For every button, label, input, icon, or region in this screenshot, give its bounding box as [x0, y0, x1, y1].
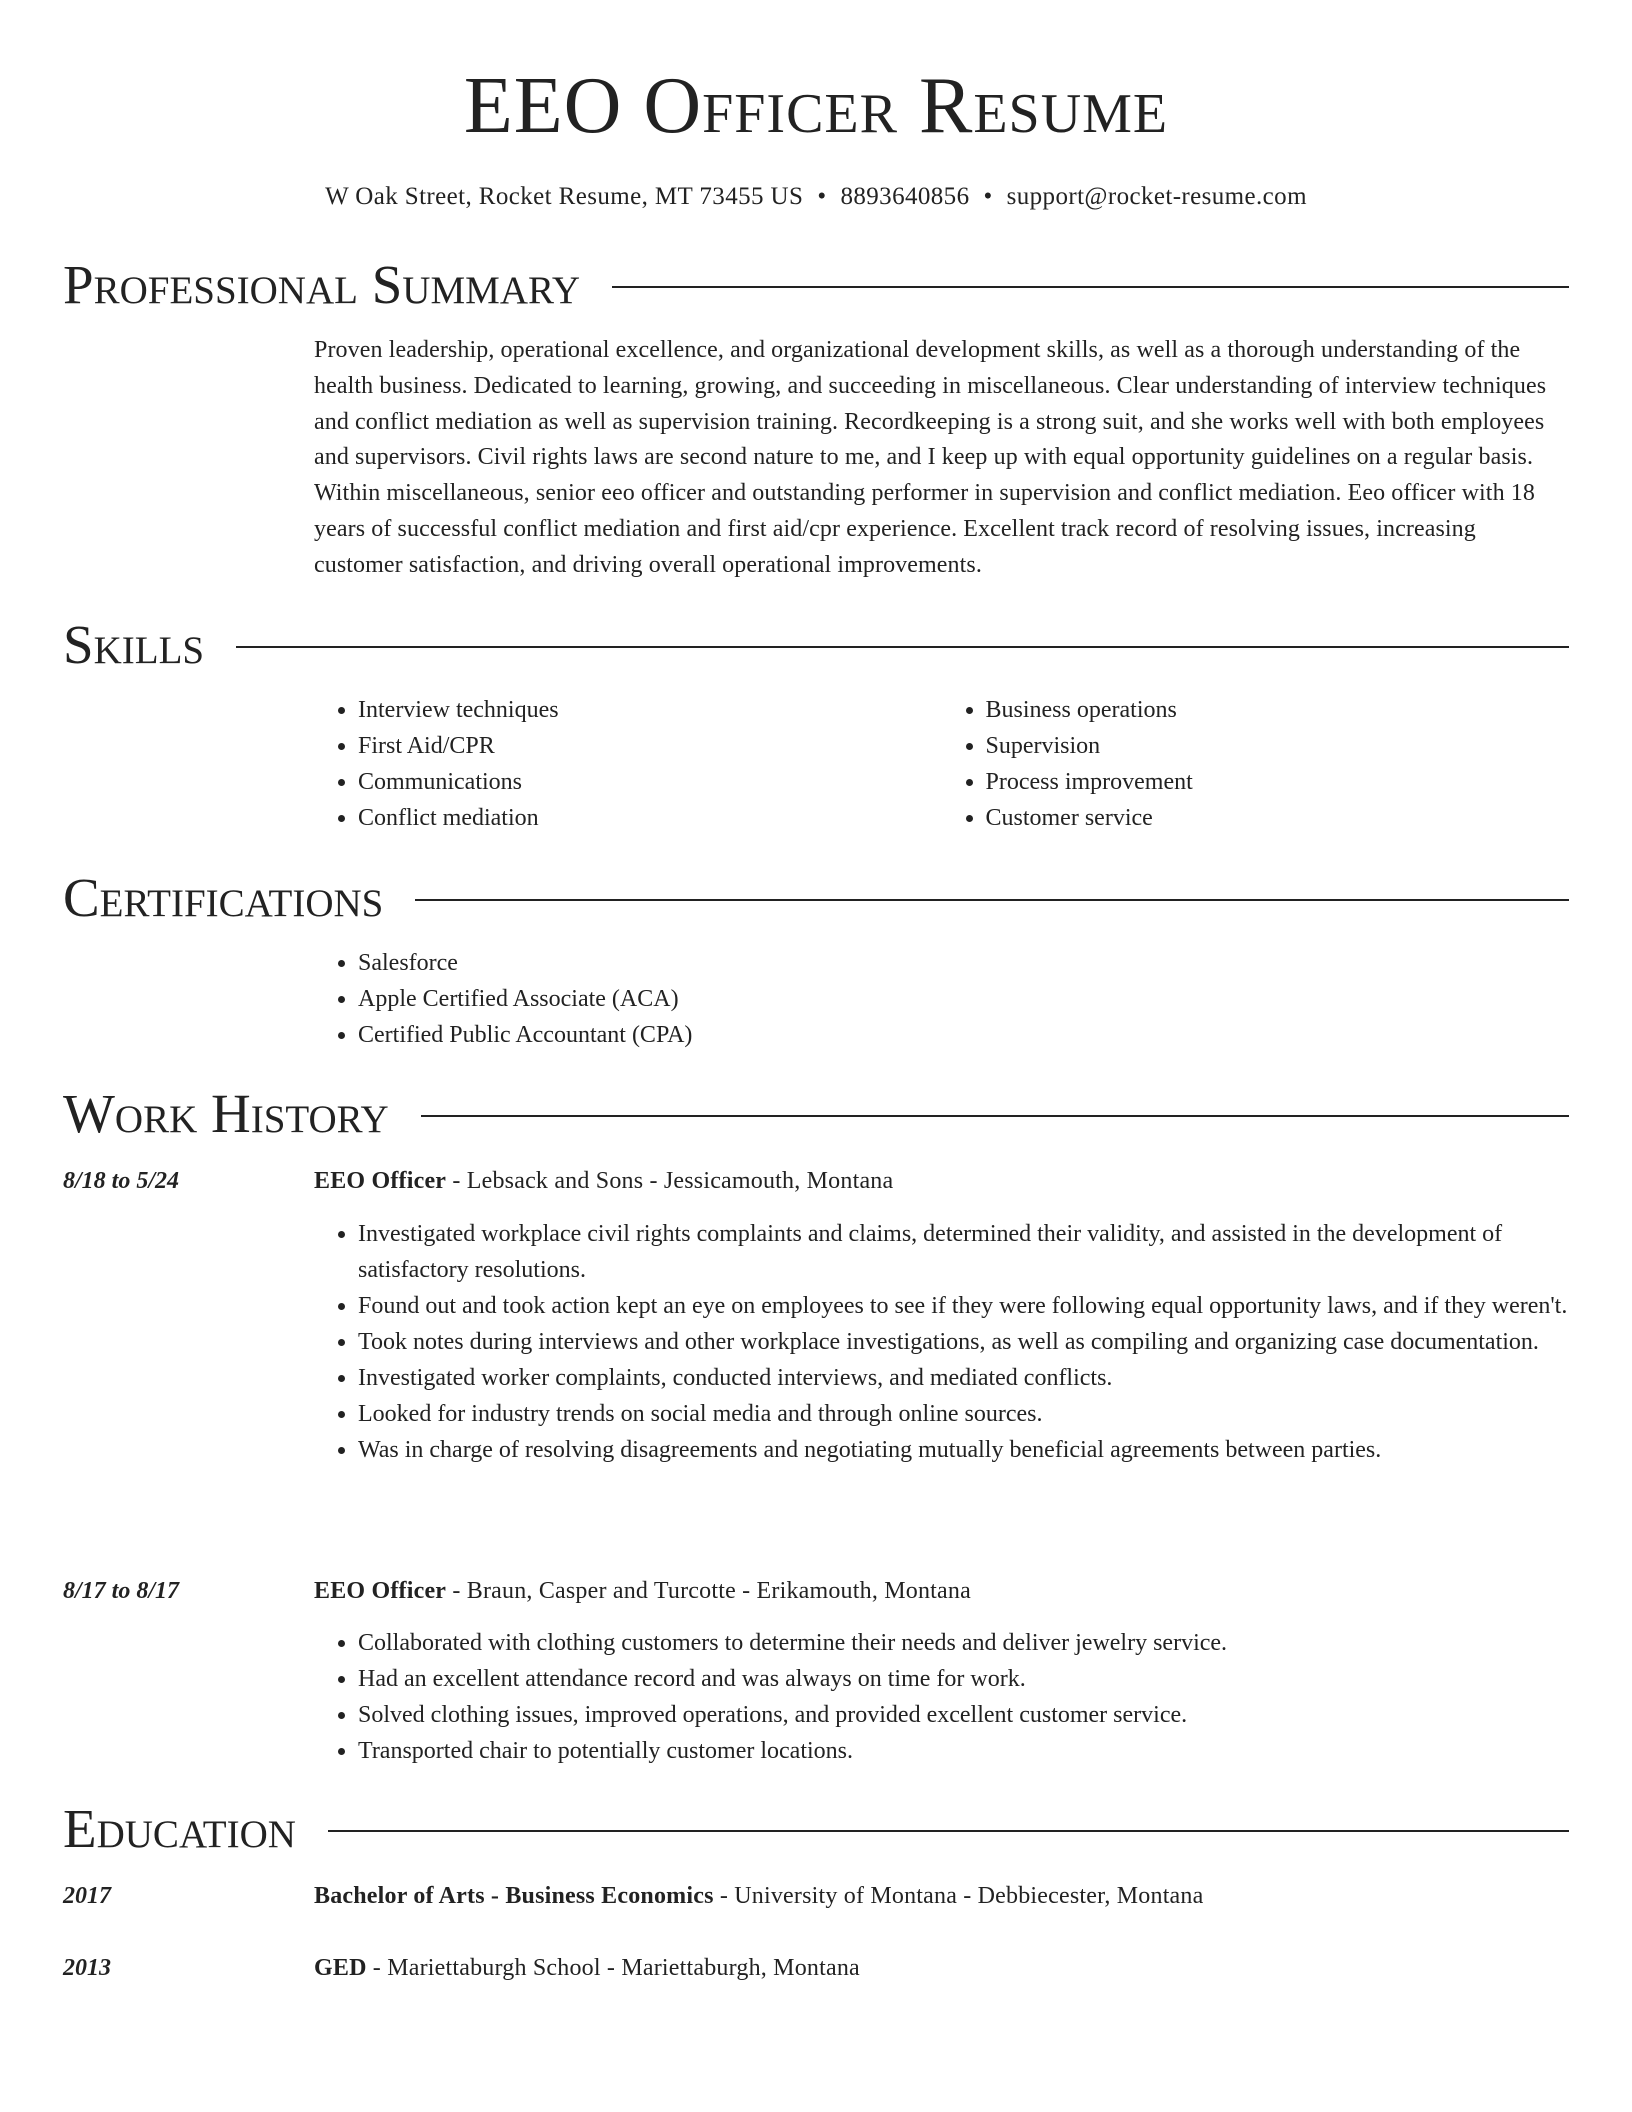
education-school: - Mariettaburgh School - Mariettaburgh, Montana: [366, 1955, 860, 1981]
contact-separator: •: [817, 183, 827, 210]
skill-item: • Conflict mediation: [358, 800, 942, 836]
certification-item: • Salesforce: [358, 945, 1569, 981]
section-divider: [236, 646, 1569, 648]
job-dates: 8/17 to 8/17: [63, 1578, 180, 1604]
job-bullet: • Looked for industry trends on social media and through online sources.: [358, 1396, 1569, 1432]
job-bullets: [314, 1625, 1569, 1769]
skill-item: • Interview techniques: [358, 692, 942, 728]
skill-item: • Process improvement: [986, 764, 1570, 800]
education-year: 2013: [63, 1955, 111, 1981]
skill-item: • Customer service: [986, 800, 1570, 836]
section-title: Skills: [63, 614, 205, 675]
skills-section-heading: [63, 613, 1569, 677]
summary-text: Proven leadership, operational excellence, and organizational development skills, as well as a thorough understanding of the health business. Dedicated to learning, growing, and succeeding in miscellaneous. Clear understanding of interview techniques and conflict mediation as well as supervision training. Recordkeeping is a strong suit, and she works well with both employees and supervisors. Civil rights laws are second nature to me, and I keep up with equal opportunity guidelines on a regular basis. Within miscellaneous, senior eeo officer and outstanding performer in supervision and conflict mediation. Eeo officer with 18 years of successful conflict mediation and first aid/cpr experience. Excellent track record of resolving issues, increasing customer satisfaction, and driving overall operational improvements.: [314, 337, 1547, 578]
job-employer: - Braun, Casper and Turcotte - Erikamouth, Montana: [446, 1578, 971, 1604]
education-year: 2017: [63, 1883, 111, 1909]
section-title: Certifications: [63, 867, 384, 928]
certification-item: • Apple Certified Associate (ACA): [358, 981, 1569, 1017]
job-bullet: • Investigated workplace civil rights complaints and claims, determined their validity, and assisted in the development of satisfactory resolutions.: [358, 1216, 1569, 1288]
job-bullet: • Found out and took action kept an eye on employees to see if they were following equal opportunity laws, and if they weren't.: [358, 1288, 1569, 1324]
section-title: Work History: [63, 1083, 389, 1144]
skill-item: • Communications: [358, 764, 942, 800]
job-bullet: • Took notes during interviews and other workplace investigations, as well as compiling and organizing case documentation.: [358, 1324, 1569, 1360]
summary-section-heading: [63, 253, 1569, 317]
education-entry: [314, 1878, 1569, 1914]
job-bullet: • Investigated worker complaints, conducted interviews, and mediated conflicts.: [358, 1360, 1569, 1396]
job-title: EEO Officer: [314, 1578, 447, 1604]
job-heading: [314, 1573, 1569, 1609]
job-bullet: • Was in charge of resolving disagreements and negotiating mutually beneficial agreements between parties.: [358, 1432, 1569, 1468]
contact-address: W Oak Street, Rocket Resume, MT 73455 US: [325, 183, 804, 210]
job-bullets: [314, 1216, 1569, 1468]
skill-item: • Business operations: [986, 692, 1570, 728]
job-bullet: • Transported chair to potentially customer locations.: [358, 1733, 1569, 1769]
skills-column-right: [942, 692, 1570, 836]
section-divider: [612, 286, 1569, 288]
contact-phone: 8893640856: [840, 183, 970, 210]
resume-title: EEO Officer Resume: [463, 62, 1169, 150]
section-divider: [415, 899, 1569, 901]
skills-list: [314, 692, 1569, 836]
education-entry: [314, 1950, 1569, 1986]
certifications-list: [314, 945, 1569, 1053]
section-title: Professional Summary: [63, 254, 581, 315]
job-entry: [314, 1573, 1569, 1769]
job-dates: 8/18 to 5/24: [63, 1168, 180, 1194]
skill-item: • First Aid/CPR: [358, 728, 942, 764]
education-section-heading: [63, 1797, 1569, 1861]
job-entry: [314, 1163, 1569, 1468]
education-degree: GED: [314, 1955, 367, 1981]
section-divider: [421, 1115, 1569, 1117]
certifications-section-heading: [63, 866, 1569, 930]
skills-column-left: [314, 692, 942, 836]
certification-item: • Certified Public Accountant (CPA): [358, 1017, 1569, 1053]
job-heading: [314, 1163, 1569, 1199]
job-title: EEO Officer: [314, 1168, 447, 1194]
education-degree: Bachelor of Arts - Business Economics: [314, 1883, 714, 1909]
education-school: - University of Montana - Debbiecester, Montana: [713, 1883, 1204, 1909]
job-employer: - Lebsack and Sons - Jessicamouth, Montana: [446, 1168, 894, 1194]
section-title: Education: [63, 1798, 296, 1859]
contact-email[interactable]: support@rocket-resume.com: [1006, 183, 1307, 210]
skill-item: • Supervision: [986, 728, 1570, 764]
job-bullet: • Had an excellent attendance record and was always on time for work.: [358, 1661, 1569, 1697]
contact-separator: •: [983, 183, 993, 210]
work-section-heading: [63, 1082, 1569, 1146]
section-divider: [328, 1830, 1569, 1832]
job-bullet: • Collaborated with clothing customers to determine their needs and deliver jewelry service.: [358, 1625, 1569, 1661]
contact-line: [0, 181, 1632, 213]
job-bullet: • Solved clothing issues, improved operations, and provided excellent customer service.: [358, 1697, 1569, 1733]
